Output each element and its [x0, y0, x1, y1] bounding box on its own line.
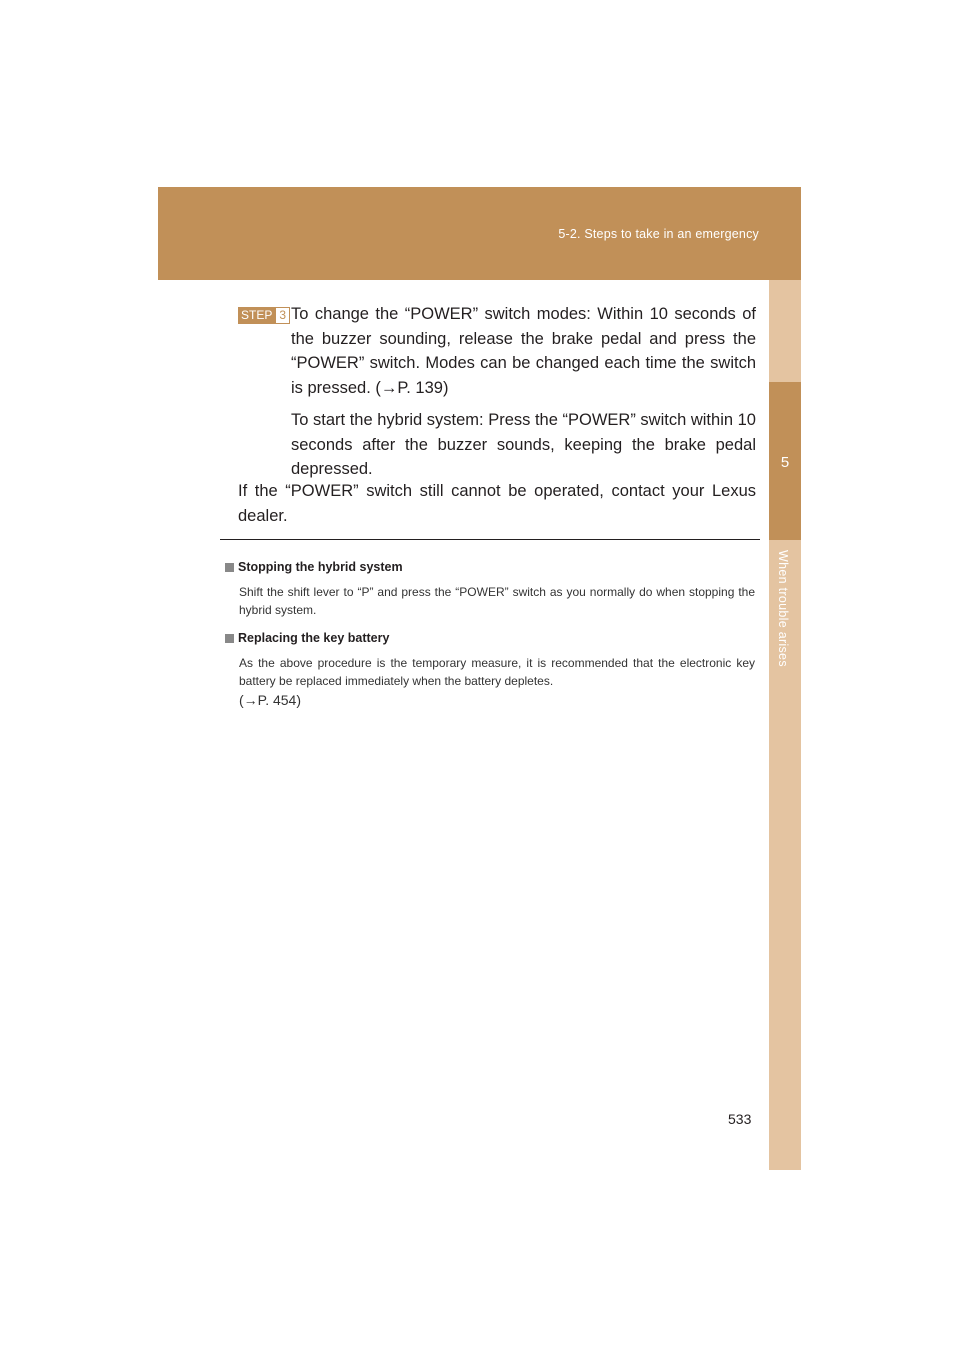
- step-paragraph: To start the hybrid system: Press the “POWER” switch within 10 seconds after the buzzer sounds, keeping the brake pedal depressed.: [291, 411, 756, 478]
- chapter-label: When trouble arises: [776, 550, 790, 667]
- note-title: Stopping the hybrid system: [238, 560, 403, 574]
- page-reference-link[interactable]: (→P. 454): [239, 692, 301, 708]
- section-title: 5-2. Steps to take in an emergency: [558, 227, 759, 241]
- contact-dealer-text: If the “POWER” switch still cannot be operated, contact your Lexus dealer.: [238, 482, 756, 525]
- section-divider: [220, 539, 760, 540]
- chapter-number: 5: [780, 454, 790, 471]
- step-badge-word: STEP: [238, 307, 275, 324]
- note-stopping-hybrid: [225, 560, 755, 619]
- note-body: Shift the shift lever to “P” and press the “POWER” switch as you normally do when stopping the hybrid system.: [239, 585, 755, 617]
- page-number: 533: [728, 1111, 752, 1127]
- note-replacing-battery: [225, 631, 755, 709]
- step-badge-number: 3: [275, 307, 290, 324]
- square-bullet-icon: [225, 563, 234, 572]
- note-heading: [225, 631, 755, 645]
- square-bullet-icon: [225, 634, 234, 643]
- note-body-text: As the above procedure is the temporary measure, it is recommended that the electronic key battery be replaced immediately when the battery depletes.: [239, 656, 755, 688]
- note-body: [239, 654, 755, 709]
- step-badge: [238, 307, 290, 324]
- chapter-side-tab[interactable]: [769, 280, 801, 1170]
- step-paragraph: To change the “POWER” switch modes: Within 10 seconds of the buzzer sounding, release the brake pedal and press the “POWER” switch. Modes can be changed each time the switch is pressed. (→P. 139): [291, 305, 756, 397]
- note-heading: [225, 560, 755, 574]
- chapter-box: [769, 382, 801, 540]
- note-title: Replacing the key battery: [238, 631, 390, 645]
- header-band: [158, 187, 801, 280]
- step-instructions: [291, 302, 756, 482]
